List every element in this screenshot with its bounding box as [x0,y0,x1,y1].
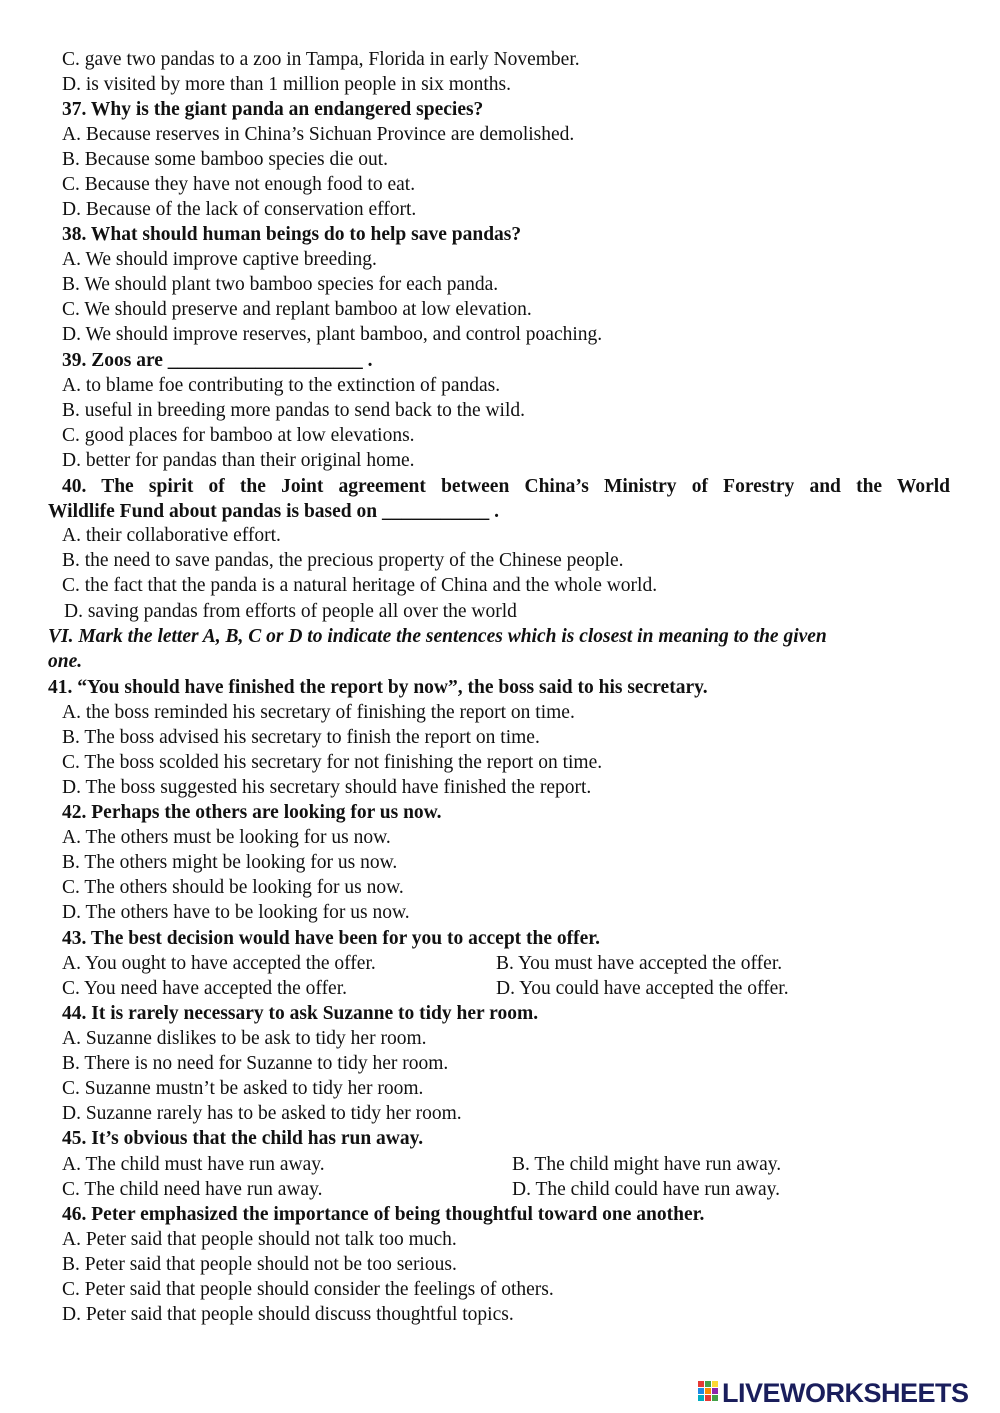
liveworksheets-logo-text: LIVEWORKSHEETS [722,1378,969,1408]
question-37: 37. Why is the giant panda an endangered species? [62,99,484,120]
option-41b: B. The boss advised his secretary to finish the report on time. [62,727,540,748]
option-36d: D. is visited by more than 1 million people in six months. [62,74,512,95]
option-37a: A. Because reserves in China’s Sichuan Province are demolished. [62,124,575,145]
option-36c: C. gave two pandas to a zoo in Tampa, Florida in early November. [62,49,580,70]
option-37c: C. Because they have not enough food to eat. [62,174,416,195]
option-44b: B. There is no need for Suzanne to tidy her room. [62,1053,449,1074]
option-44a: A. Suzanne dislikes to be ask to tidy her room. [62,1028,427,1049]
section-vi-instruction-line1: VI. Mark the letter A, B, C or D to indicate the sentences which is closest in meaning to the given [48,626,827,647]
question-45: 45. It’s obvious that the child has run away. [62,1128,424,1149]
option-41a: A. the boss reminded his secretary of finishing the report on time. [62,702,575,723]
option-38d: D. We should improve reserves, plant bamboo, and control poaching. [62,324,603,345]
question-40-line2: Wildlife Fund about pandas is based on ___________ . [48,501,499,522]
question-46: 46. Peter emphasized the importance of being thoughtful toward one another. [62,1204,705,1225]
option-39d: D. better for pandas than their original home. [62,450,415,471]
option-40a: A. their collaborative effort. [62,525,281,546]
option-46c: C. Peter said that people should consider the feelings of others. [62,1279,554,1300]
option-46a: A. Peter said that people should not talk too much. [62,1229,457,1250]
option-40d: D. saving pandas from efforts of people all over the world [64,601,517,622]
option-40c: C. the fact that the panda is a natural heritage of China and the whole world. [62,575,658,596]
option-41c: C. The boss scolded his secretary for not finishing the report on time. [62,752,603,773]
question-42: 42. Perhaps the others are looking for us now. [62,802,442,823]
option-42a: A. The others must be looking for us now. [62,827,391,848]
option-42b: B. The others might be looking for us now. [62,852,398,873]
option-38a: A. We should improve captive breeding. [62,249,377,270]
option-45a: A. The child must have run away. [62,1154,325,1175]
option-43c: C. You need have accepted the offer. [62,978,348,999]
option-row-43-ab [62,951,952,976]
option-42c: C. The others should be looking for us now. [62,877,404,898]
option-38b: B. We should plant two bamboo species for each panda. [62,274,499,295]
option-44c: C. Suzanne mustn’t be asked to tidy her room. [62,1078,424,1099]
option-42d: D. The others have to be looking for us now. [62,902,410,923]
option-37b: B. Because some bamboo species die out. [62,149,389,170]
option-39a: A. to blame foe contributing to the extinction of pandas. [62,375,501,396]
liveworksheets-logo-icon [697,1380,719,1406]
question-38: 38. What should human beings do to help save pandas? [62,224,522,245]
option-row-45-cd [62,1177,952,1202]
section-vi-instruction-line2: one. [48,651,83,672]
question-43: 43. The best decision would have been for you to accept the offer. [62,928,601,949]
option-39c: C. good places for bamboo at low elevations. [62,425,415,446]
option-40b: B. the need to save pandas, the precious property of the Chinese people. [62,550,624,571]
option-38c: C. We should preserve and replant bamboo at low elevation. [62,299,532,320]
option-row-43-cd [62,976,952,1001]
option-43b: B. You must have accepted the offer. [496,953,783,974]
option-37d: D. Because of the lack of conservation effort. [62,199,417,220]
question-41: 41. “You should have finished the report by now”, the boss said to his secretary. [48,677,708,698]
option-44d: D. Suzanne rarely has to be asked to tidy her room. [62,1103,462,1124]
option-row-45-ab [62,1152,952,1177]
question-40-line1: 40. The spirit of the Joint agreement between China’s Ministry of Forestry and the World [62,476,950,497]
option-45c: C. The child need have run away. [62,1179,323,1200]
option-46b: B. Peter said that people should not be too serious. [62,1254,457,1275]
option-45d: D. The child could have run away. [512,1179,781,1200]
option-41d: D. The boss suggested his secretary should have finished the report. [62,777,592,798]
option-45b: B. The child might have run away. [512,1154,782,1175]
liveworksheets-logo [697,1379,969,1407]
option-43a: A. You ought to have accepted the offer. [62,953,376,974]
option-43d: D. You could have accepted the offer. [496,978,789,999]
question-39: 39. Zoos are ____________________ . [62,350,373,371]
question-44: 44. It is rarely necessary to ask Suzanne to tidy her room. [62,1003,539,1024]
option-39b: B. useful in breeding more pandas to send back to the wild. [62,400,526,421]
option-46d: D. Peter said that people should discuss thoughtful topics. [62,1304,514,1325]
